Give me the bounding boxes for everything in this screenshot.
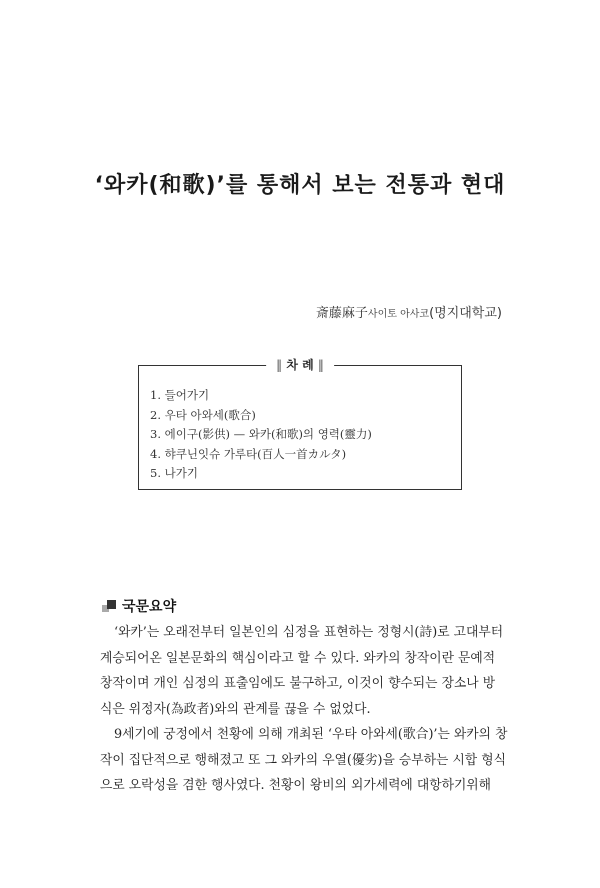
toc-item: 2. 우타 아와세(歌合) (150, 407, 256, 422)
text-line: 식은 위정자(為政者)와의 관계를 끊을 수 없었다. (100, 701, 371, 717)
toc-item: 5. 나가기 (150, 466, 198, 480)
toc-item: 1. 들어가기 (150, 388, 210, 402)
author-affiliation: (명지대학교) (429, 306, 502, 321)
toc-item: 4. 햐쿠닌잇슈 가루타(百人一首カルタ) (150, 446, 347, 461)
text-line: 으로 오락성을 겸한 행사였다. 천황이 왕비의 외가세력에 대항하기위해 (100, 778, 492, 793)
toc-heading (266, 356, 334, 373)
toc-heading-label: 차 례 (286, 358, 314, 372)
toc-list (150, 386, 372, 484)
toc-heading-bar-left: ‖ (276, 358, 283, 372)
author-line (316, 302, 502, 321)
abstract-heading-label: 국문요약 (122, 599, 177, 615)
abstract-paragraph (100, 722, 508, 799)
text-line: ‘와카’는 오래전부터 일본인의 심정을 표현하는 정형시(詩)로 고대부터 (114, 625, 504, 640)
section-square-icon (102, 598, 120, 614)
abstract-body (100, 620, 508, 799)
text-line: 작이 집단적으로 행해졌고 또 그 와카의 우열(優劣)을 승부하는 시합 형식 (100, 752, 506, 768)
author-reading: 사이토 아사코 (367, 309, 430, 320)
abstract-heading (102, 596, 176, 616)
text-line: 9세기에 궁정에서 천황에 의해 개최된 ‘우타 아와세(歌合)’는 와카의 창 (114, 727, 508, 742)
paper-title: ‘와카(和歌)’를 통해서 보는 전통과 현대 (94, 173, 506, 198)
table-of-contents (138, 358, 462, 490)
text-line: 창작이며 개인 심정의 표출임에도 불구하고, 이것이 향수되는 장소나 방 (100, 676, 496, 691)
author-name: 斎藤麻子 (315, 306, 368, 321)
abstract-paragraph (100, 620, 502, 722)
toc-item: 3. 에이구(影供) — 와카(和歌)의 영력(靈力) (150, 427, 372, 441)
toc-heading-bar-right: ‖ (317, 358, 324, 372)
text-line: 계승되어온 일본문화의 핵심이라고 할 수 있다. 와카의 창작이란 문예적 (100, 650, 496, 666)
